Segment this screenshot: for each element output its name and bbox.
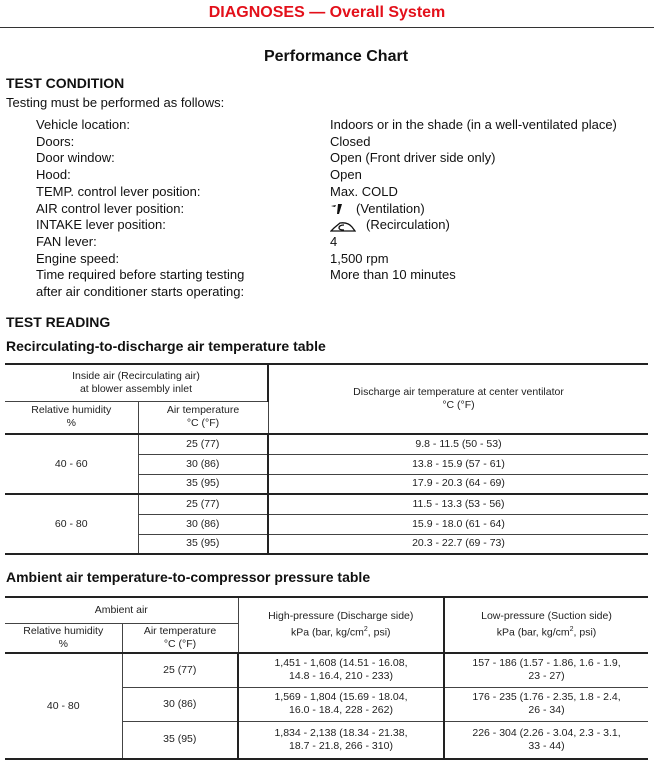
- inside-air-header: [5, 364, 268, 401]
- condition-row: [36, 150, 617, 167]
- condition-label: after air conditioner starts operating:: [36, 284, 245, 300]
- discharge-temp-cell: 17.9 - 20.3 (64 - 69): [268, 474, 648, 494]
- page-title: Performance Chart: [263, 48, 409, 65]
- unit-sup: 2: [569, 626, 574, 634]
- humidity-cell: 40 - 60: [5, 434, 138, 494]
- high-pressure-cell: [238, 687, 444, 721]
- condition-row: [36, 184, 617, 201]
- high-pressure-cell: [238, 721, 444, 759]
- test-condition-heading: TEST CONDITION: [6, 75, 125, 91]
- humidity-header: [5, 623, 122, 653]
- high-pressure-header-text: High-pressure (Discharge side): [268, 610, 414, 623]
- humidity-header-text: Relative humidity: [23, 624, 104, 637]
- condition-value: More than 10 minutes: [330, 267, 456, 283]
- condition-label: Time required before starting testing: [36, 267, 245, 283]
- air-temp-cell: 35 (95): [138, 534, 268, 554]
- test-condition-intro: Testing must be performed as follows:: [6, 95, 225, 110]
- test-condition-list: [36, 117, 617, 301]
- condition-value: 4: [330, 233, 338, 249]
- section-header: DIAGNOSES — Overall System: [208, 4, 446, 21]
- condition-row: [36, 284, 617, 301]
- humidity-header: [5, 401, 138, 434]
- air-temp-cell: 30 (86): [138, 454, 268, 474]
- unit-text: kPa (bar, kg/cm: [496, 626, 570, 639]
- humidity-header-text: Relative humidity: [31, 404, 112, 417]
- condition-label: Engine speed:: [36, 250, 120, 266]
- high-pressure-line: 1,834 - 2,138 (18.34 - 21.38,: [274, 726, 408, 739]
- air-temp-cell: 30 (86): [138, 514, 268, 534]
- discharge-temp-cell: 13.8 - 15.9 (57 - 61): [268, 454, 648, 474]
- air-temp-cell: 35 (95): [122, 721, 238, 759]
- condition-label: INTAKE lever position:: [36, 217, 166, 233]
- condition-value-wrap: [330, 150, 495, 167]
- air-temp-cell: 25 (77): [138, 434, 268, 454]
- condition-value-wrap: [330, 217, 450, 234]
- low-pressure-header: [444, 597, 648, 653]
- low-pressure-cell: [444, 653, 648, 687]
- condition-value: (Ventilation): [356, 200, 425, 216]
- table-row: [5, 434, 648, 454]
- header-divider: [0, 27, 654, 28]
- recirculating-discharge-table: [5, 363, 648, 555]
- high-pressure-line: 14.8 - 16.4, 210 - 233): [289, 670, 393, 683]
- discharge-header-text: Discharge air temperature at center ventilator: [353, 386, 564, 398]
- airtemp-header: [122, 623, 238, 653]
- high-pressure-header: [238, 597, 444, 653]
- high-pressure-line: 18.7 - 21.8, 266 - 310): [289, 739, 393, 752]
- low-pressure-header-text: Low-pressure (Suction side): [481, 610, 612, 623]
- air-temp-cell: 30 (86): [122, 687, 238, 721]
- condition-row: [36, 201, 617, 218]
- unit-text: , psi): [367, 626, 391, 639]
- discharge-temp-cell: 20.3 - 22.7 (69 - 73): [268, 534, 648, 554]
- condition-row: [36, 134, 617, 151]
- condition-label: Vehicle location:: [36, 117, 130, 132]
- ambient-air-header: Ambient air: [5, 597, 238, 623]
- condition-value: (Recirculation): [366, 217, 450, 233]
- low-pressure-cell: [444, 721, 648, 759]
- unit-sup: 2: [363, 626, 368, 634]
- condition-row: [36, 234, 617, 251]
- condition-value-wrap: [330, 201, 425, 218]
- condition-label: Doors:: [36, 133, 75, 149]
- condition-value-wrap: [330, 267, 456, 284]
- condition-row: [36, 117, 617, 134]
- airtemp-header: [138, 401, 268, 434]
- condition-value: Open (Front driver side only): [330, 150, 496, 166]
- discharge-temp-cell: 15.9 - 18.0 (61 - 64): [268, 514, 648, 534]
- humidity-cell: 40 - 80: [5, 653, 122, 759]
- air-temp-cell: 25 (77): [122, 653, 238, 687]
- discharge-temp-cell: 11.5 - 13.3 (53 - 56): [268, 494, 648, 514]
- recirculation-icon: [330, 220, 356, 232]
- condition-value-wrap: [330, 251, 389, 268]
- inside-air-header-text: Inside air (Recirculating air) at blower assembly inlet: [72, 369, 200, 395]
- table-row: [5, 653, 648, 687]
- condition-row: [36, 217, 617, 234]
- low-pressure-line: 157 - 186 (1.57 - 1.86, 1.6 - 1.9,: [472, 657, 621, 670]
- condition-value-wrap: [330, 117, 617, 134]
- high-pressure-line: 1,451 - 1,608 (14.51 - 16.08,: [274, 657, 408, 670]
- humidity-header-unit: %: [66, 417, 76, 430]
- condition-row: [36, 251, 617, 268]
- low-pressure-line: 226 - 304 (2.26 - 3.04, 2.3 - 3.1,: [472, 726, 621, 739]
- ventilation-icon: [330, 203, 346, 215]
- ambient-pressure-table: [5, 596, 648, 760]
- condition-label: Hood:: [36, 167, 71, 183]
- condition-row: [36, 267, 617, 284]
- low-pressure-cell: [444, 687, 648, 721]
- high-pressure-line: 1,569 - 1,804 (15.69 - 18.04,: [274, 691, 408, 703]
- condition-label: FAN lever:: [36, 233, 97, 249]
- condition-row: [36, 167, 617, 184]
- low-pressure-line: 23 - 27): [528, 670, 565, 683]
- condition-value-wrap: [330, 167, 362, 184]
- air-temp-cell: 35 (95): [138, 474, 268, 494]
- condition-value-wrap: [330, 234, 337, 251]
- discharge-header-unit: °C (°F): [442, 399, 475, 411]
- table-row: [5, 494, 648, 514]
- condition-value: Max. COLD: [330, 183, 398, 199]
- test-reading-heading: TEST READING: [6, 314, 111, 330]
- air-temp-cell: 25 (77): [138, 494, 268, 514]
- condition-value: Open: [330, 167, 362, 183]
- humidity-cell: 60 - 80: [5, 494, 138, 554]
- low-pressure-line: 26 - 34): [528, 704, 565, 716]
- condition-value-wrap: [330, 184, 398, 201]
- condition-label: TEMP. control lever position:: [36, 183, 201, 199]
- unit-text: , psi): [573, 626, 597, 639]
- discharge-temp-cell: 9.8 - 11.5 (50 - 53): [268, 434, 648, 454]
- airtemp-header-text: Air temperature: [166, 404, 240, 417]
- condition-value-wrap: [330, 134, 370, 151]
- table2-title: Ambient air temperature-to-compressor pressure table: [6, 569, 371, 585]
- condition-label: AIR control lever position:: [36, 200, 185, 216]
- condition-value: Closed: [330, 133, 371, 149]
- airtemp-header-unit: °C (°F): [163, 637, 197, 650]
- condition-value: Indoors or in the shade (in a well-ventilated place): [330, 117, 617, 132]
- humidity-header-unit: %: [58, 637, 68, 650]
- condition-label: Door window:: [36, 150, 115, 166]
- high-pressure-line: 16.0 - 18.4, 228 - 262): [289, 704, 393, 716]
- airtemp-header-text: Air temperature: [143, 624, 217, 637]
- discharge-header: [268, 364, 648, 434]
- table1-title: Recirculating-to-discharge air temperature table: [6, 338, 326, 354]
- high-pressure-cell: [238, 653, 444, 687]
- low-pressure-line: 33 - 44): [528, 739, 565, 752]
- condition-value: 1,500 rpm: [330, 250, 389, 266]
- airtemp-header-unit: °C (°F): [186, 417, 220, 430]
- unit-text: kPa (bar, kg/cm: [290, 626, 364, 639]
- low-pressure-line: 176 - 235 (1.76 - 2.35, 1.8 - 2.4,: [472, 691, 621, 703]
